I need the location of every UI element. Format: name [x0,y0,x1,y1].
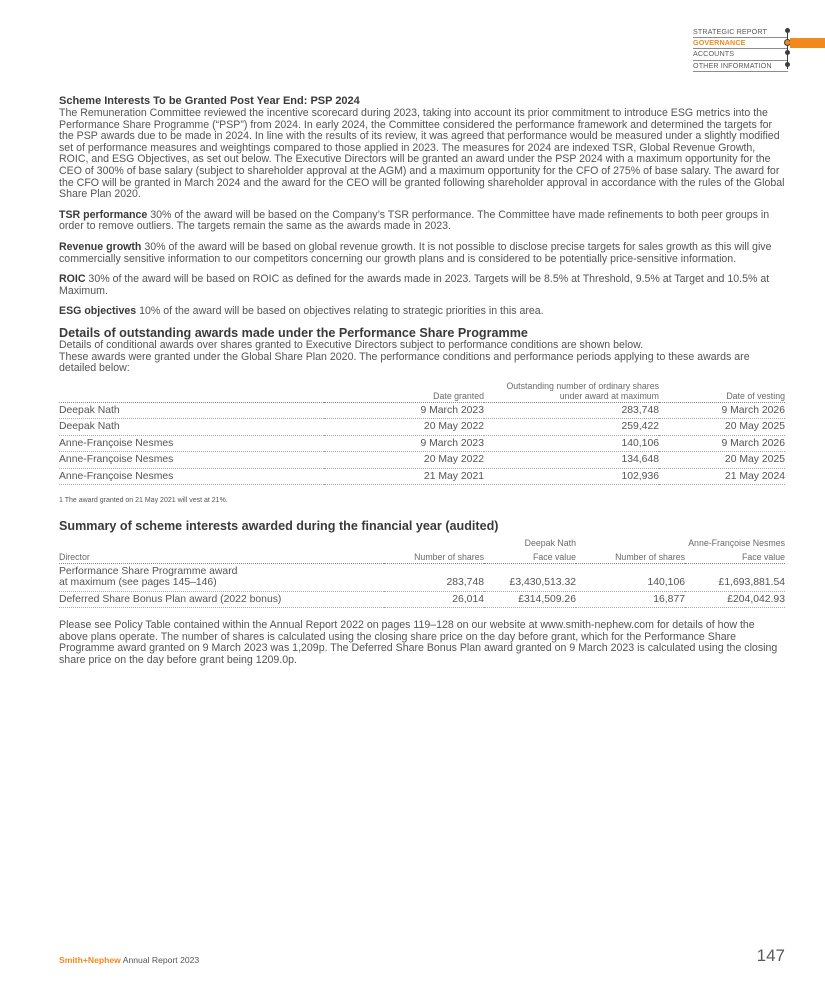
col-outstanding-shares: Outstanding number of ordinary shares under award at maximum [484,381,659,403]
outstanding-awards-table [59,381,785,486]
footer [59,955,199,965]
outstanding-intro-1: Details of conditional awards over shares granted to Executive Directors subject to performance conditions are shown below. [59,338,644,351]
nav-accounts[interactable]: ACCOUNTS [693,49,788,60]
col-director: Director [59,549,384,564]
psp-intro: The Remuneration Committee reviewed the incentive scorecard during 2023, taking into account its prior commitment to introduce ESG metrics into the Performance Share Programme (“PSP”) from 2024. In early 2024, the Committee considered the performance framework and determined the targets for the PSP awards due to be made in 2024. In line with the results of its review, it was agreed that performance would be measured under a slightly modified set of performance measures and weightings compared to those applied in 2023. The measures for 2024 are indexed TSR, Global Revenue Growth, ROIC, and ESG Objectives, as set out below. The Executive Directors will be granted an award under the PSP 2024 with a maximum opportunity for the CEO of 300% of base salary (subject to shareholder approval at the AGM) and a maximum opportunity for the CFO of 275% of base salary. The award for the CFO will be granted in March 2024 and the award for the CEO will be granted following shareholder approval in accordance with the rules of the Global Share Plan 2020. [59,107,785,201]
nav-other-information[interactable]: OTHER INFORMATION [693,61,788,72]
table-row: Anne-Françoise Nesmes 9 March 2023 140,106 9 March 2026 [59,435,785,452]
table-row: Deepak Nath 20 May 2022 259,422 20 May 2025 [59,419,785,436]
report-title: Annual Report 2023 [120,955,200,965]
measure-revenue: Revenue growth 30% of the award will be based on global revenue growth. It is not possible to disclose precise targets for sales growth as this will give commercially sensitive information to our competitors concerning our growth plans and is considered to be potentially price-sensitive information. [59,240,772,265]
summary-heading: Summary of scheme interests awarded during the financial year (audited) [59,518,499,533]
table-row: Deepak Nath 9 March 2023 283,748 9 March 2026 [59,402,785,419]
nav-dot-icon [785,28,790,33]
outstanding-intro-2: These awards were granted under the Global Share Plan 2020. The performance conditions and performance periods applying to these awards are detailed below: [59,350,750,375]
col-number-of-shares-1: Number of shares [384,549,484,564]
main-content [59,95,785,667]
col-number-of-shares-2: Number of shares [576,549,685,564]
group-deepak-nath: Deepak Nath [524,537,576,548]
measure-esg: ESG objectives 10% of the award will be based on objectives relating to strategic priorities in this area. [59,305,544,318]
plans-note: Please see Policy Table contained within the Annual Report 2022 on pages 119–128 on our website at www.smith-nephew.com for details of how the above plans operate. The number of shares is calculated using the closing share price on the day before grant, which for the Performance Share Programme award granted on 9 March 2023 was 1,209p. The Deferred Share Bonus Plan award granted on 9 March 2023 is calculated using the closing share price on the day before grant being 1209.0p. [59,619,778,667]
nav-dot-icon [785,62,790,67]
psp-heading: Scheme Interests To be Granted Post Year End: PSP 2024 [59,95,360,107]
table-row: Deferred Share Bonus Plan award (2022 bonus) 26,014 £314,509.26 16,877 £204,042.93 [59,591,785,608]
col-face-value-1: Face value [484,549,576,564]
col-face-value-2: Face value [685,549,785,564]
page-number: 147 [756,946,785,965]
measure-tsr: TSR performance 30% of the award will be based on the Company’s TSR performance. The Committee have made refinements to both peer groups in order to remove outliers. The targets remain the same as the awards made in 2023. [59,208,770,233]
group-anne-francoise-nesmes: Anne-Françoise Nesmes [688,537,785,548]
table-row: Performance Share Programme award at maximum (see pages 145–146) 283,748 £3,430,513.32 140,106 £1,693,881.54 [59,563,785,591]
brand-logo-text: Smith+Nephew [59,955,121,965]
col-date-vesting: Date of vesting [659,381,785,403]
col-date-granted: Date granted [324,381,484,403]
nav-strategic-report[interactable]: STRATEGIC REPORT [693,27,788,38]
table-row: Anne-Françoise Nesmes 20 May 2022 134,648 20 May 2025 [59,452,785,469]
section-nav [693,27,788,72]
footnote: 1 The award granted on 21 May 2021 will vest at 21%. [59,497,228,505]
nav-active-marker [790,38,825,48]
measure-roic: ROIC 30% of the award will be based on ROIC as defined for the awards made in 2023. Targets will be 8.5% at Threshold, 9.5% at Target and 10.5% at Maximum. [59,273,770,297]
summary-table [59,538,785,609]
nav-governance[interactable]: GOVERNANCE [693,38,788,49]
nav-dot-icon [785,50,790,55]
table-row: Anne-Françoise Nesmes 21 May 2021 102,936 21 May 2024 [59,468,785,485]
outstanding-heading: Details of outstanding awards made under the Performance Share Programme [59,325,528,340]
